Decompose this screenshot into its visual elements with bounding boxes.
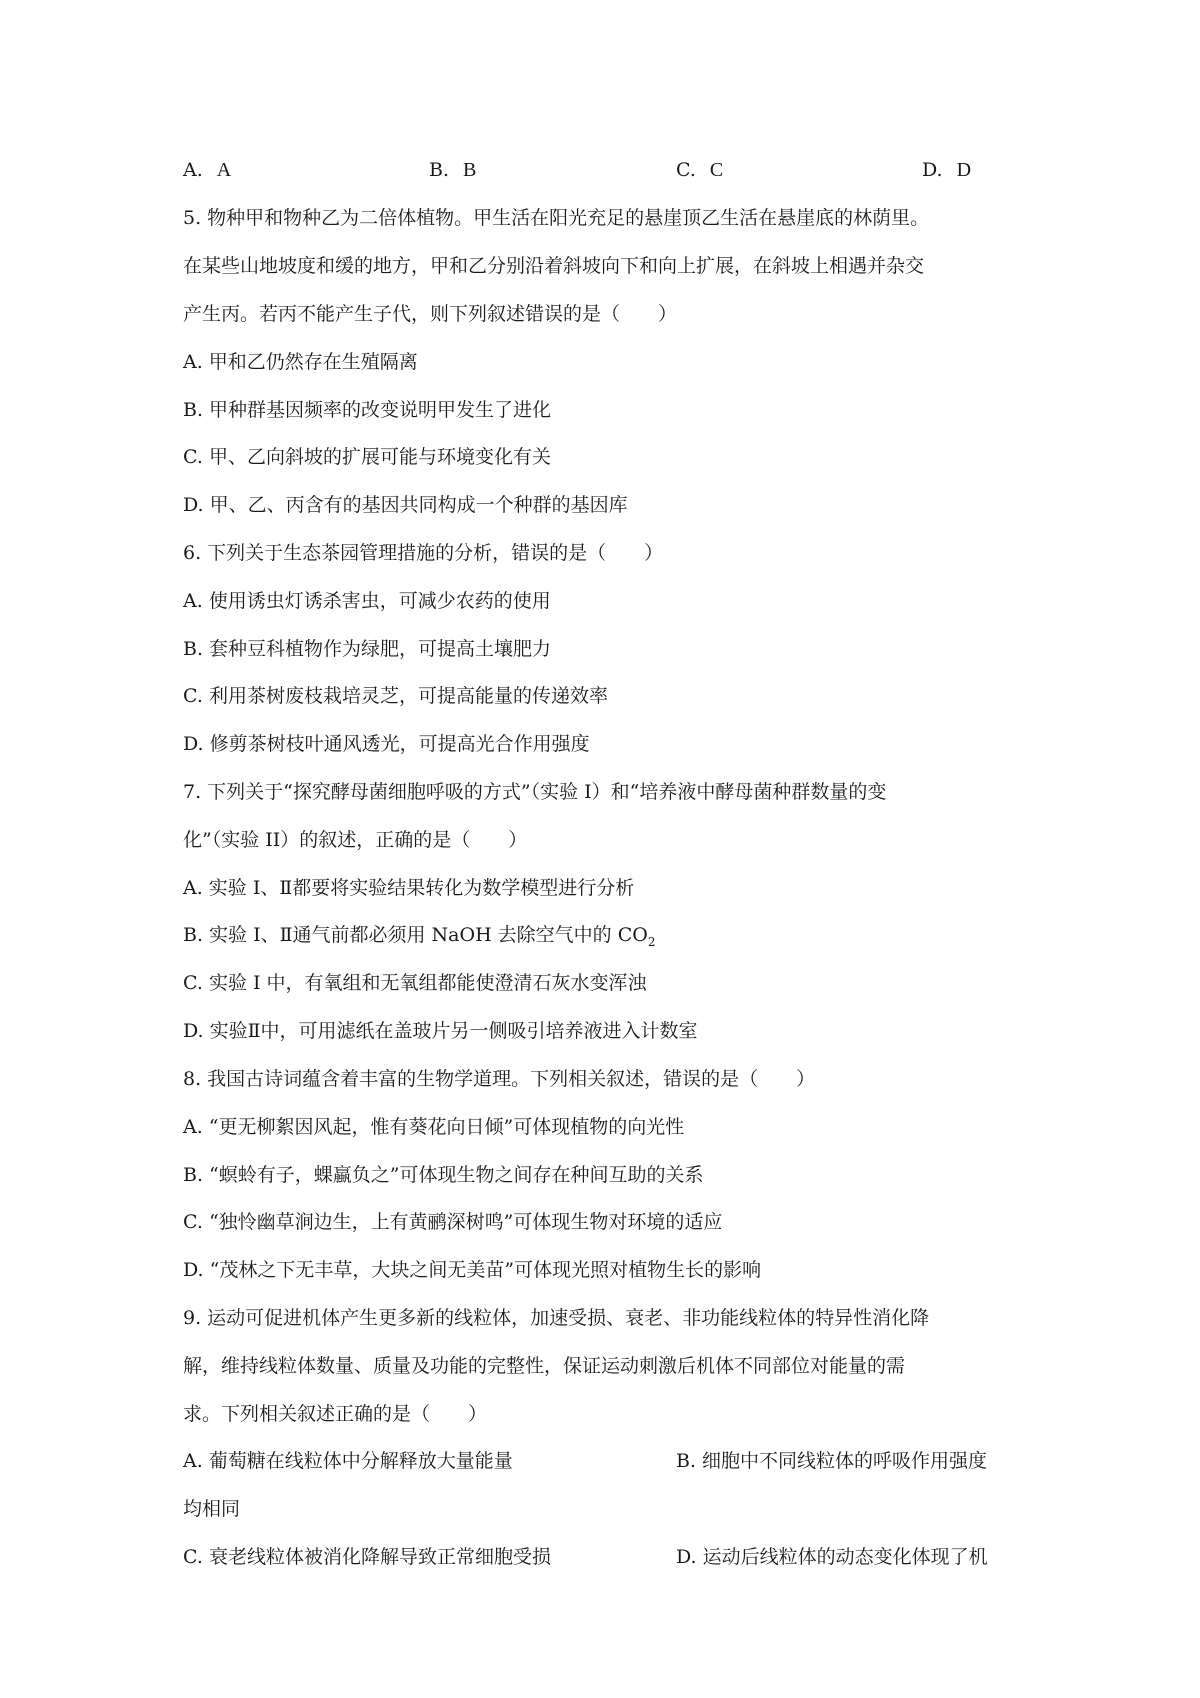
q4-option-d-value: D xyxy=(956,159,972,181)
q9-option-b-continued: 均相同 xyxy=(183,1498,241,1520)
q9-stem-line-3: 求。下列相关叙述正确的是（ ） xyxy=(183,1403,488,1425)
q4-option-a[interactable] xyxy=(183,156,231,184)
q5-option-a[interactable]: A. 甲和乙仍然存在生殖隔离 xyxy=(183,351,418,373)
q6-stem: 6. 下列关于生态茶园管理措施的分析，错误的是（ ） xyxy=(183,542,664,564)
q9-option-b[interactable]: B. 细胞中不同线粒体的呼吸作用强度 xyxy=(676,1450,988,1472)
q7-stem-line-2: 化”（实验 II）的叙述，正确的是（ ） xyxy=(183,829,528,851)
q9-stem-line-1: 9. 运动可促进机体产生更多新的线粒体，加速受损、衰老、非功能线粒体的特异性消化降 xyxy=(183,1307,930,1329)
q4-option-a-letter: A. xyxy=(183,159,203,181)
q8-stem: 8. 我国古诗词蕴含着丰富的生物学道理。下列相关叙述，错误的是（ ） xyxy=(183,1068,816,1090)
q6-option-b[interactable]: B. 套种豆科植物作为绿肥，可提高土壤肥力 xyxy=(183,638,552,660)
q7-option-b-subscript: 2 xyxy=(647,934,656,949)
q6-option-c[interactable]: C. 利用茶树废枝栽培灵芝，可提高能量的传递效率 xyxy=(183,685,608,707)
q9-option-c[interactable]: C. 衰老线粒体被消化降解导致正常细胞受损 xyxy=(183,1546,551,1568)
q5-option-c[interactable]: C. 甲、乙向斜坡的扩展可能与环境变化有关 xyxy=(183,446,551,468)
q9-option-a[interactable]: A. 葡萄糖在线粒体中分解释放大量能量 xyxy=(183,1450,513,1472)
q7-option-b-text: B. 实验 I、Ⅱ通气前都必须用 NaOH 去除空气中的 CO xyxy=(183,924,648,946)
q7-stem-line-1: 7. 下列关于“探究酵母菌细胞呼吸的方式”（实验 I）和“培养液中酵母菌种群数量的变 xyxy=(183,781,887,803)
q8-option-a[interactable]: A. “更无柳絮因风起，惟有葵花向日倾”可体现植物的向光性 xyxy=(183,1116,685,1138)
q7-option-b[interactable] xyxy=(183,921,655,956)
q5-option-b[interactable]: B. 甲种群基因频率的改变说明甲发生了进化 xyxy=(183,399,552,421)
q4-option-d[interactable] xyxy=(922,156,971,184)
q5-stem-line-1: 5. 物种甲和物种乙为二倍体植物。甲生活在阳光充足的悬崖顶乙生活在悬崖底的林荫里。 xyxy=(183,207,930,229)
q4-option-c-value: C xyxy=(709,159,724,181)
q8-option-d[interactable]: D. “茂林之下无丰草，大块之间无美苗”可体现光照对植物生长的影响 xyxy=(183,1259,762,1281)
q4-option-a-value: A xyxy=(216,159,232,181)
q4-option-d-letter: D. xyxy=(922,159,943,181)
q5-option-d[interactable]: D. 甲、乙、丙含有的基因共同构成一个种群的基因库 xyxy=(183,494,628,516)
q7-option-c[interactable]: C. 实验 I 中，有氧组和无氧组都能使澄清石灰水变浑浊 xyxy=(183,972,647,994)
q7-option-d[interactable]: D. 实验Ⅱ中，可用滤纸在盖玻片另一侧吸引培养液进入计数室 xyxy=(183,1020,698,1042)
q4-option-b[interactable] xyxy=(429,156,476,184)
q8-option-b[interactable]: B. “螟蛉有子，蜾蠃负之”可体现生物之间存在种间互助的关系 xyxy=(183,1164,704,1186)
q6-option-a[interactable]: A. 使用诱虫灯诱杀害虫，可减少农药的使用 xyxy=(183,590,551,612)
q6-option-d[interactable]: D. 修剪茶树枝叶通风透光，可提高光合作用强度 xyxy=(183,733,590,755)
q4-option-c[interactable] xyxy=(676,156,723,184)
q4-option-c-letter: C. xyxy=(676,159,696,181)
q9-option-d[interactable]: D. 运动后线粒体的动态变化体现了机 xyxy=(676,1546,988,1568)
q5-stem-line-3: 产生丙。若丙不能产生子代，则下列叙述错误的是（ ） xyxy=(183,303,678,325)
q5-stem-line-2: 在某些山地坡度和缓的地方，甲和乙分别沿着斜坡向下和向上扩展，在斜坡上相遇并杂交 xyxy=(183,255,925,277)
q7-option-a[interactable]: A. 实验 I、Ⅱ都要将实验结果转化为数学模型进行分析 xyxy=(183,877,635,899)
q9-stem-line-2: 解，维持线粒体数量、质量及功能的完整性，保证运动刺激后机体不同部位对能量的需 xyxy=(183,1355,906,1377)
q8-option-c[interactable]: C. “独怜幽草涧边生，上有黄鹂深树鸣”可体现生物对环境的适应 xyxy=(183,1211,723,1233)
q4-option-b-value: B xyxy=(463,159,477,181)
q4-option-b-letter: B. xyxy=(429,159,450,181)
